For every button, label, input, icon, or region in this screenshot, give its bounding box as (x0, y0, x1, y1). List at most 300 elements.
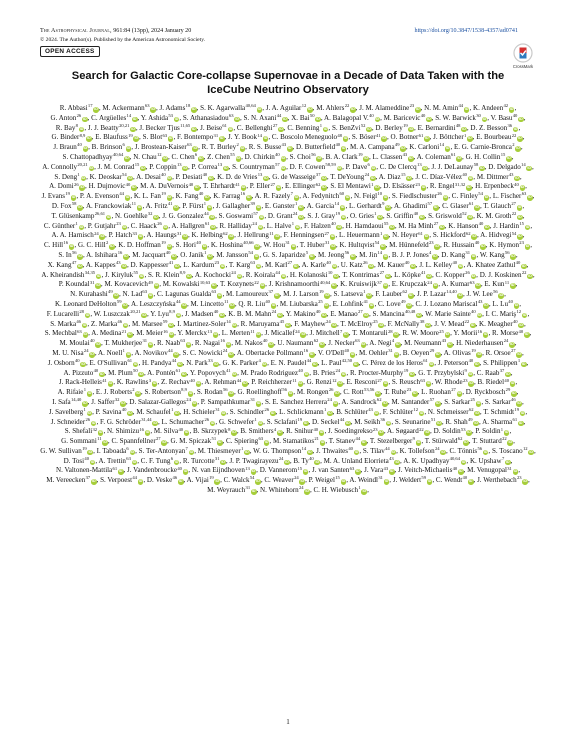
orcid-icon[interactable]: iD (175, 263, 179, 268)
orcid-icon[interactable]: iD (483, 332, 488, 337)
orcid-icon[interactable]: iD (427, 116, 431, 121)
orcid-icon[interactable]: iD (522, 312, 527, 317)
orcid-icon[interactable]: iD (423, 165, 427, 170)
orcid-icon[interactable]: iD (371, 165, 376, 170)
orcid-icon[interactable]: iD (528, 195, 532, 200)
orcid-icon[interactable]: iD (407, 175, 411, 180)
orcid-icon[interactable]: iD (114, 293, 119, 298)
orcid-icon[interactable]: iD (187, 273, 191, 278)
orcid-icon[interactable]: iD (214, 361, 218, 366)
orcid-icon[interactable]: iD (260, 283, 265, 288)
orcid-icon[interactable]: iD (382, 136, 387, 141)
orcid-icon[interactable]: iD (168, 136, 173, 141)
orcid-icon[interactable]: iD (328, 410, 332, 415)
orcid-icon[interactable]: iD (364, 312, 368, 317)
orcid-icon[interactable]: iD (401, 146, 405, 151)
orcid-icon[interactable]: iD (235, 116, 239, 121)
orcid-icon[interactable]: iD (256, 204, 261, 209)
orcid-icon[interactable]: iD (85, 312, 90, 317)
orcid-icon[interactable]: iD (221, 459, 225, 464)
orcid-icon[interactable]: iD (330, 234, 335, 239)
orcid-icon[interactable]: iD (409, 126, 414, 131)
orcid-icon[interactable]: iD (519, 116, 523, 121)
orcid-icon[interactable]: iD (151, 107, 155, 111)
orcid-icon[interactable]: iD (126, 146, 131, 151)
orcid-icon[interactable]: iD (110, 244, 114, 249)
orcid-icon[interactable]: iD (337, 224, 342, 229)
orcid-icon[interactable]: iD (174, 459, 179, 464)
orcid-icon[interactable]: iD (509, 107, 514, 111)
orcid-icon[interactable]: iD (312, 361, 317, 366)
orcid-icon[interactable]: iD (262, 361, 267, 366)
orcid-icon[interactable]: iD (136, 391, 140, 396)
orcid-icon[interactable]: iD (256, 332, 261, 337)
orcid-icon[interactable]: iD (305, 489, 309, 494)
orcid-icon[interactable]: iD (508, 440, 513, 445)
orcid-icon[interactable]: iD (470, 322, 475, 327)
orcid-icon[interactable]: iD (123, 302, 127, 307)
orcid-icon[interactable]: iD (395, 342, 400, 347)
orcid-icon[interactable]: iD (417, 312, 421, 317)
orcid-icon[interactable]: iD (79, 126, 84, 131)
orcid-icon[interactable]: iD (91, 479, 96, 484)
orcid-icon[interactable]: iD (163, 224, 168, 229)
orcid-icon[interactable]: iD (145, 430, 150, 435)
orcid-icon[interactable]: iD (350, 253, 355, 258)
orcid-icon[interactable]: iD (351, 107, 355, 111)
orcid-icon[interactable]: iD (458, 263, 463, 268)
orcid-icon[interactable]: iD (517, 351, 521, 356)
orcid-icon[interactable]: iD (211, 283, 216, 288)
orcid-icon[interactable]: iD (69, 244, 74, 249)
orcid-icon[interactable]: iD (264, 175, 268, 180)
orcid-icon[interactable]: iD (138, 234, 143, 239)
orcid-icon[interactable]: iD (309, 253, 314, 258)
orcid-icon[interactable]: iD (82, 322, 87, 327)
orcid-icon[interactable]: iD (477, 312, 482, 317)
orcid-icon[interactable]: iD (167, 195, 172, 200)
orcid-icon[interactable]: iD (232, 371, 237, 376)
orcid-icon[interactable]: iD (309, 351, 314, 356)
orcid-icon[interactable]: iD (356, 469, 360, 474)
orcid-icon[interactable]: iD (192, 400, 197, 405)
orcid-icon[interactable]: iD (308, 107, 312, 111)
orcid-icon[interactable]: iD (299, 214, 303, 219)
orcid-icon[interactable]: iD (264, 440, 269, 445)
orcid-icon[interactable]: iD (202, 244, 207, 249)
orcid-icon[interactable]: iD (521, 361, 526, 366)
orcid-icon[interactable]: iD (515, 175, 519, 180)
orcid-icon[interactable]: iD (468, 479, 473, 484)
orcid-icon[interactable]: iD (353, 361, 358, 366)
orcid-icon[interactable]: iD (459, 469, 463, 474)
orcid-icon[interactable]: iD (178, 361, 182, 366)
orcid-icon[interactable]: iD (303, 420, 308, 425)
orcid-icon[interactable]: iD (304, 371, 309, 376)
orcid-icon[interactable]: iD (523, 479, 527, 484)
orcid-icon[interactable]: iD (437, 420, 441, 425)
orcid-icon[interactable]: iD (132, 459, 137, 464)
orcid-icon[interactable]: iD (96, 342, 100, 347)
orcid-icon[interactable]: iD (288, 391, 293, 396)
orcid-icon[interactable]: iD (317, 155, 322, 160)
orcid-icon[interactable]: iD (132, 116, 137, 121)
orcid-icon[interactable]: iD (468, 371, 473, 376)
orcid-icon[interactable]: iD (476, 283, 480, 288)
orcid-icon[interactable]: iD (320, 440, 325, 445)
orcid-icon[interactable]: iD (186, 342, 191, 347)
orcid-icon[interactable]: iD (378, 214, 382, 219)
orcid-icon[interactable]: iD (217, 440, 222, 445)
orcid-icon[interactable]: iD (334, 273, 338, 278)
orcid-icon[interactable]: iD (182, 371, 186, 376)
orcid-icon[interactable]: iD (100, 234, 105, 239)
orcid-icon[interactable]: iD (367, 126, 371, 131)
orcid-icon[interactable]: iD (270, 410, 275, 415)
orcid-icon[interactable]: iD (427, 479, 432, 484)
orcid-icon[interactable]: iD (319, 430, 324, 435)
orcid-icon[interactable]: iD (80, 185, 85, 190)
orcid-icon[interactable]: iD (220, 263, 225, 268)
orcid-icon[interactable]: iD (427, 273, 431, 278)
orcid-icon[interactable]: iD (94, 107, 98, 111)
orcid-icon[interactable]: iD (189, 449, 194, 454)
orcid-icon[interactable]: iD (219, 136, 224, 141)
orcid-icon[interactable]: iD (458, 293, 463, 298)
orcid-icon[interactable]: iD (90, 459, 95, 464)
orcid-icon[interactable]: iD (176, 312, 181, 317)
orcid-icon[interactable]: iD (325, 293, 329, 298)
orcid-icon[interactable]: iD (332, 322, 337, 327)
orcid-icon[interactable]: iD (134, 136, 139, 141)
orcid-icon[interactable]: iD (293, 263, 298, 268)
orcid-icon[interactable]: iD (475, 204, 479, 209)
orcid-icon[interactable]: iD (78, 204, 82, 209)
orcid-icon[interactable]: iD (390, 224, 394, 229)
orcid-icon[interactable]: iD (263, 136, 268, 141)
orcid-icon[interactable]: iD (174, 204, 178, 209)
orcid-icon[interactable]: iD (128, 332, 132, 337)
orcid-icon[interactable]: iD (384, 479, 389, 484)
orcid-icon[interactable]: iD (96, 273, 101, 278)
orcid-icon[interactable]: iD (386, 420, 391, 425)
orcid-icon[interactable]: iD (148, 342, 153, 347)
orcid-icon[interactable]: iD (367, 293, 371, 298)
orcid-icon[interactable]: iD (429, 361, 434, 366)
orcid-icon[interactable]: iD (281, 165, 286, 170)
orcid-icon[interactable]: iD (445, 146, 450, 151)
orcid-icon[interactable]: iD (125, 155, 129, 160)
orcid-icon[interactable]: iD (300, 479, 305, 484)
orcid-icon[interactable]: iD (152, 381, 157, 386)
orcid-icon[interactable]: iD (527, 165, 532, 170)
orcid-icon[interactable]: iD (485, 224, 489, 229)
orcid-icon[interactable]: iD (519, 322, 523, 327)
doi-link[interactable]: https://doi.org/10.3847/1538-4357/ad0741 (414, 28, 518, 34)
orcid-icon[interactable]: iD (484, 302, 488, 307)
orcid-icon[interactable]: iD (340, 204, 345, 209)
orcid-icon[interactable]: iD (276, 185, 281, 190)
orcid-icon[interactable]: iD (196, 381, 201, 386)
orcid-icon[interactable]: iD (411, 263, 415, 268)
orcid-icon[interactable]: iD (467, 430, 471, 435)
orcid-icon[interactable]: iD (205, 195, 209, 200)
orcid-icon[interactable]: iD (345, 195, 350, 200)
orcid-icon[interactable]: iD (178, 479, 183, 484)
orcid-icon[interactable]: iD (118, 469, 123, 474)
orcid-icon[interactable]: iD (381, 244, 385, 249)
orcid-icon[interactable]: iD (361, 342, 366, 347)
orcid-icon[interactable]: iD (154, 283, 159, 288)
orcid-icon[interactable]: iD (447, 342, 452, 347)
orcid-icon[interactable]: iD (379, 430, 383, 435)
orcid-icon[interactable]: iD (255, 244, 259, 249)
orcid-icon[interactable]: iD (341, 479, 346, 484)
orcid-icon[interactable]: iD (520, 185, 525, 190)
orcid-icon[interactable]: iD (426, 322, 430, 327)
orcid-icon[interactable]: iD (408, 293, 413, 298)
orcid-icon[interactable]: iD (87, 136, 91, 141)
orcid-icon[interactable]: iD (174, 116, 179, 121)
orcid-icon[interactable]: iD (499, 293, 504, 298)
orcid-icon[interactable]: iD (303, 469, 308, 474)
orcid-icon[interactable]: iD (364, 155, 368, 160)
orcid-icon[interactable]: iD (98, 430, 103, 435)
orcid-icon[interactable]: iD (131, 126, 135, 131)
orcid-icon[interactable]: iD (294, 195, 299, 200)
orcid-icon[interactable]: iD (383, 283, 388, 288)
orcid-icon[interactable]: iD (224, 165, 228, 170)
orcid-icon[interactable]: iD (245, 449, 249, 454)
orcid-icon[interactable]: iD (87, 410, 92, 415)
orcid-icon[interactable]: iD (383, 253, 388, 258)
orcid-icon[interactable]: iD (513, 126, 518, 131)
orcid-icon[interactable]: iD (71, 195, 76, 200)
orcid-icon[interactable]: iD (283, 116, 287, 121)
orcid-icon[interactable]: iD (510, 342, 514, 347)
orcid-icon[interactable]: iD (83, 146, 88, 151)
orcid-icon[interactable]: iD (517, 400, 521, 405)
orcid-icon[interactable]: iD (130, 449, 135, 454)
orcid-icon[interactable]: iD (376, 391, 380, 396)
orcid-icon[interactable]: iD (287, 146, 292, 151)
orcid-icon[interactable]: iD (407, 302, 411, 307)
orcid-icon[interactable]: iD (183, 165, 187, 170)
orcid-icon[interactable]: iD (221, 410, 226, 415)
orcid-icon[interactable]: iD (472, 234, 476, 239)
orcid-icon[interactable]: iD (183, 234, 187, 239)
orcid-icon[interactable]: iD (322, 312, 326, 317)
orcid-icon[interactable]: iD (285, 459, 289, 464)
orcid-icon[interactable]: iD (524, 332, 529, 337)
orcid-icon[interactable]: iD (211, 224, 215, 229)
orcid-icon[interactable]: iD (215, 479, 220, 484)
orcid-icon[interactable]: iD (256, 479, 260, 484)
orcid-icon[interactable]: iD (125, 195, 130, 200)
orcid-icon[interactable]: iD (138, 479, 143, 484)
orcid-icon[interactable]: iD (230, 302, 234, 307)
orcid-icon[interactable]: iD (474, 420, 478, 425)
orcid-icon[interactable]: iD (435, 244, 439, 249)
orcid-icon[interactable]: iD (174, 351, 178, 356)
orcid-icon[interactable]: iD (128, 175, 133, 180)
orcid-icon[interactable]: iD (322, 175, 326, 180)
orcid-icon[interactable]: iD (258, 420, 263, 425)
orcid-icon[interactable]: iD (433, 253, 437, 258)
orcid-icon[interactable]: iD (281, 273, 286, 278)
orcid-icon[interactable]: iD (108, 381, 113, 386)
orcid-icon[interactable]: iD (516, 146, 520, 151)
orcid-icon[interactable]: iD (517, 204, 522, 209)
orcid-icon[interactable]: iD (482, 116, 487, 121)
orcid-icon[interactable]: iD (103, 440, 107, 445)
orcid-icon[interactable]: iD (298, 381, 303, 386)
orcid-icon[interactable]: iD (251, 469, 256, 474)
orcid-icon[interactable]: iD (410, 371, 414, 376)
orcid-icon[interactable]: iD (87, 391, 92, 396)
orcid-icon[interactable]: iD (81, 175, 86, 180)
orcid-icon[interactable]: iD (331, 244, 335, 249)
orcid-icon[interactable]: iD (370, 175, 375, 180)
orcid-icon[interactable]: iD (374, 410, 379, 415)
orcid-icon[interactable]: iD (518, 234, 522, 239)
orcid-icon[interactable]: iD (510, 283, 515, 288)
orcid-icon[interactable]: iD (154, 214, 158, 219)
orcid-icon[interactable]: iD (332, 263, 337, 268)
orcid-icon[interactable]: iD (436, 351, 440, 356)
orcid-icon[interactable]: iD (139, 371, 144, 376)
orcid-icon[interactable]: iD (148, 293, 153, 298)
orcid-icon[interactable]: iD (226, 342, 231, 347)
orcid-icon[interactable]: iD (484, 195, 489, 200)
orcid-icon[interactable]: iD (513, 469, 518, 474)
orcid-icon[interactable]: iD (416, 440, 421, 445)
orcid-icon[interactable]: iD (124, 253, 128, 258)
orcid-icon[interactable]: iD (341, 214, 346, 219)
orcid-icon[interactable]: iD (232, 322, 237, 327)
orcid-icon[interactable]: iD (162, 440, 166, 445)
orcid-icon[interactable]: iD (279, 126, 283, 131)
orcid-icon[interactable]: iD (240, 146, 245, 151)
orcid-icon[interactable]: iD (506, 459, 510, 464)
orcid-icon[interactable]: iD (175, 410, 179, 415)
orcid-icon[interactable]: iD (514, 302, 519, 307)
orcid-icon[interactable]: iD (419, 214, 424, 219)
orcid-icon[interactable]: iD (395, 459, 400, 464)
orcid-icon[interactable]: iD (480, 165, 484, 170)
orcid-icon[interactable]: iD (483, 449, 488, 454)
orcid-icon[interactable]: iD (441, 449, 445, 454)
orcid-icon[interactable]: iD (476, 400, 481, 405)
orcid-icon[interactable]: iD (183, 469, 188, 474)
orcid-icon[interactable]: iD (511, 253, 515, 258)
orcid-icon[interactable]: iD (457, 391, 462, 396)
orcid-icon[interactable]: iD (468, 175, 473, 180)
orcid-icon[interactable]: iD (529, 449, 533, 454)
orcid-icon[interactable]: iD (341, 146, 346, 151)
orcid-icon[interactable]: iD (522, 263, 526, 268)
orcid-icon[interactable]: iD (90, 351, 94, 356)
orcid-icon[interactable]: iD (436, 400, 440, 405)
orcid-icon[interactable]: iD (341, 371, 346, 376)
orcid-icon[interactable]: iD (324, 302, 329, 307)
orcid-icon[interactable]: iD (106, 214, 111, 219)
orcid-icon[interactable]: iD (462, 126, 466, 131)
orcid-icon[interactable]: iD (228, 126, 233, 131)
orcid-icon[interactable]: iD (237, 273, 242, 278)
orcid-icon[interactable]: iD (79, 224, 84, 229)
orcid-icon[interactable]: iD (274, 293, 279, 298)
orcid-icon[interactable]: iD (464, 107, 469, 111)
orcid-icon[interactable]: iD (389, 469, 394, 474)
orcid-icon[interactable]: iD (474, 361, 479, 366)
orcid-icon[interactable]: iD (520, 410, 525, 415)
orcid-icon[interactable]: iD (471, 273, 476, 278)
orcid-icon[interactable]: iD (335, 391, 339, 396)
orcid-icon[interactable]: iD (383, 400, 387, 405)
orcid-icon[interactable]: iD (83, 116, 87, 121)
orcid-icon[interactable]: iD (433, 204, 438, 209)
orcid-icon[interactable]: iD (525, 244, 530, 249)
orcid-icon[interactable]: iD (192, 107, 196, 111)
orcid-icon[interactable]: iD (142, 312, 146, 317)
orcid-icon[interactable]: iD (88, 449, 93, 454)
orcid-icon[interactable]: iD (457, 155, 462, 160)
orcid-icon[interactable]: iD (213, 332, 218, 337)
orcid-icon[interactable]: iD (232, 430, 236, 435)
orcid-icon[interactable]: iD (254, 253, 259, 258)
orcid-icon[interactable]: iD (322, 185, 326, 190)
orcid-icon[interactable]: iD (291, 244, 296, 249)
orcid-icon[interactable]: iD (518, 214, 522, 219)
orcid-icon[interactable]: iD (99, 371, 104, 376)
orcid-icon[interactable]: iD (391, 449, 396, 454)
orcid-icon[interactable]: iD (464, 440, 468, 445)
orcid-icon[interactable]: iD (467, 185, 471, 190)
orcid-icon[interactable]: iD (184, 430, 189, 435)
orcid-icon[interactable]: iD (440, 224, 444, 229)
orcid-icon[interactable]: iD (122, 263, 126, 268)
orcid-icon[interactable]: iD (243, 381, 247, 386)
orcid-icon[interactable]: iD (299, 204, 303, 209)
orcid-icon[interactable]: iD (307, 449, 312, 454)
orcid-icon[interactable]: iD (481, 244, 485, 249)
orcid-icon[interactable]: iD (122, 224, 127, 229)
orcid-icon[interactable]: iD (132, 185, 136, 190)
orcid-icon[interactable]: iD (386, 204, 390, 209)
orcid-icon[interactable]: iD (163, 155, 167, 160)
orcid-icon[interactable]: iD (236, 155, 241, 160)
orcid-icon[interactable]: iD (416, 107, 420, 111)
orcid-icon[interactable]: iD (188, 391, 193, 396)
orcid-icon[interactable]: iD (192, 126, 196, 131)
orcid-icon[interactable]: iD (78, 253, 82, 258)
orcid-icon[interactable]: iD (246, 195, 251, 200)
orcid-icon[interactable]: iD (333, 400, 338, 405)
orcid-icon[interactable]: iD (316, 116, 320, 121)
orcid-icon[interactable]: iD (461, 459, 466, 464)
orcid-icon[interactable]: iD (332, 283, 336, 288)
orcid-icon[interactable]: iD (207, 204, 212, 209)
orcid-icon[interactable]: iD (468, 136, 472, 141)
orcid-icon[interactable]: iD (229, 351, 233, 356)
orcid-icon[interactable]: iD (385, 273, 390, 278)
orcid-icon[interactable]: iD (172, 253, 176, 258)
orcid-icon[interactable]: iD (83, 332, 88, 337)
orcid-icon[interactable]: iD (167, 244, 172, 249)
orcid-icon[interactable]: iD (257, 107, 262, 111)
orcid-icon[interactable]: iD (199, 155, 203, 160)
